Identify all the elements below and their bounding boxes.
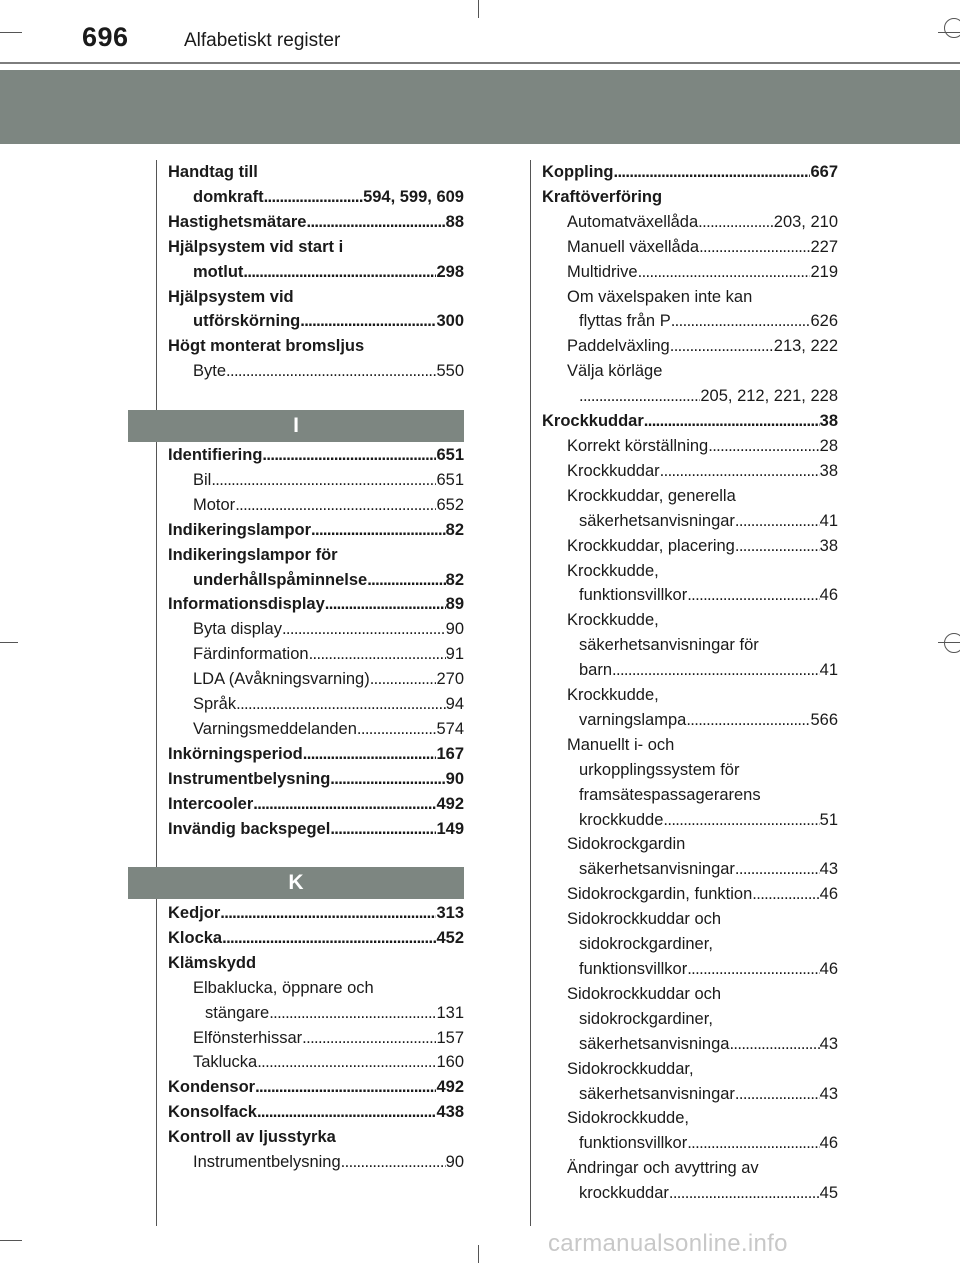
dot-leader: [699, 235, 810, 260]
index-term: Korrekt körställning: [567, 436, 709, 455]
index-term: funktionsvillkor: [579, 586, 688, 605]
page-reference: 43: [819, 1034, 838, 1053]
index-term: Invändig backspegel: [168, 819, 331, 838]
index-term: Koppling: [542, 163, 614, 181]
index-term: Elfönsterhissar: [193, 1028, 303, 1047]
crop-mark: [478, 1245, 479, 1263]
index-term: motlut: [193, 262, 244, 281]
index-term: Manuell växellåda: [567, 237, 700, 256]
index-term: urkopplingssystem för: [579, 760, 740, 779]
index-term: Multidrive: [567, 262, 638, 281]
index-entry: [168, 617, 464, 642]
index-entry: [168, 692, 464, 717]
index-term: Klämskydd: [168, 953, 257, 972]
index-entry: [168, 792, 464, 817]
index-term: Sidokrockgardin, funktion: [567, 885, 753, 904]
index-term: Kedjor: [168, 904, 221, 922]
index-entry: [542, 285, 838, 310]
index-entry: [168, 260, 464, 285]
dot-leader: [735, 1082, 820, 1107]
dot-leader: [341, 1150, 446, 1175]
dot-leader: [325, 592, 446, 617]
index-entry: [542, 484, 838, 509]
index-term: underhållspåminnelse: [193, 570, 368, 589]
index-entry: [168, 817, 464, 842]
index-entry: [542, 832, 838, 857]
header-band: [0, 70, 960, 144]
dot-leader: [269, 1001, 436, 1026]
index-entry: [542, 857, 838, 882]
index-term: Krockkuddar, generella: [567, 486, 736, 505]
dot-leader: [663, 808, 819, 833]
dot-leader: [579, 384, 700, 409]
index-entry: [168, 1100, 464, 1125]
dot-leader: [220, 901, 436, 926]
dot-leader: [638, 260, 811, 285]
dot-leader: [236, 692, 446, 717]
dot-leader: [357, 717, 437, 742]
index-term: Kraftöverföring: [542, 187, 663, 206]
index-term: Krockkuddar: [542, 412, 644, 431]
index-term: Hjälpsystem vid start i: [168, 237, 344, 256]
index-term: varningslampa: [579, 710, 687, 729]
dot-leader: [687, 583, 819, 608]
index-entry: [168, 901, 464, 926]
page-reference: 438: [436, 1103, 464, 1122]
page-reference: 89: [445, 595, 464, 614]
index-entry: [168, 592, 464, 617]
page-reference: 270: [436, 670, 464, 689]
page-reference: 550: [436, 362, 464, 381]
index-term: Inkörningsperiod: [168, 744, 303, 763]
page-reference: 300: [436, 312, 464, 331]
index-entry: [168, 976, 464, 1001]
index-column-left-k: [168, 901, 464, 1175]
index-entry: [542, 260, 838, 285]
page-reference: 167: [436, 744, 464, 763]
index-entry: [542, 160, 838, 185]
index-entry: [542, 1057, 838, 1082]
index-entry: [168, 717, 464, 742]
index-term: LDA (Avåkningsvarning): [193, 670, 370, 689]
page-reference: 41: [819, 661, 838, 680]
page-reference: 566: [810, 710, 838, 729]
page-reference: 574: [436, 719, 464, 738]
dot-leader: [729, 1032, 819, 1057]
index-term: funktionsvillkor: [579, 960, 688, 978]
crop-mark: [0, 642, 18, 643]
index-term: Sidokrockkuddar och: [567, 984, 722, 1003]
dot-leader: [330, 817, 436, 842]
dot-leader: [686, 708, 810, 733]
page-reference: 90: [445, 769, 464, 788]
index-entry: [168, 767, 464, 792]
dot-leader: [257, 1100, 437, 1125]
index-entry: [168, 543, 464, 568]
page-reference: 131: [436, 1003, 464, 1022]
dot-leader: [367, 568, 445, 593]
index-term: Indikeringslampor: [168, 520, 312, 539]
page-reference: 82: [445, 570, 464, 589]
column-divider-left: [156, 160, 157, 1226]
index-term: funktionsvillkor: [579, 1134, 688, 1153]
page-reference: 38: [819, 536, 838, 555]
page-reference: 38: [819, 412, 838, 431]
page-reference: 46: [819, 586, 838, 605]
dot-leader: [303, 742, 437, 767]
index-entry: [542, 1156, 838, 1181]
index-term: Välja körläge: [567, 362, 663, 381]
column-divider-middle: [530, 160, 531, 1226]
crop-mark: [0, 32, 22, 33]
index-term: flyttas från P: [579, 312, 671, 331]
index-entry: [168, 309, 464, 334]
crop-mark: [0, 1240, 22, 1241]
crop-mark: [938, 642, 960, 643]
page-reference: 28: [819, 436, 838, 455]
header-rule: [0, 62, 960, 64]
index-entry: [542, 1181, 838, 1206]
page-reference: 157: [436, 1028, 464, 1047]
dot-leader: [644, 409, 820, 434]
index-entry: [542, 932, 838, 957]
index-entry: [168, 1075, 464, 1100]
dot-leader: [708, 434, 819, 459]
index-entry: [542, 409, 838, 434]
page-reference: 46: [819, 960, 838, 978]
index-entry: [168, 235, 464, 260]
index-entry: [168, 518, 464, 543]
index-term: säkerhetsanvisningar: [579, 511, 735, 530]
index-term: säkerhetsanvisningar: [579, 860, 735, 879]
dot-leader: [687, 957, 819, 982]
dot-leader: [262, 443, 436, 468]
index-term: Identifiering: [168, 446, 263, 464]
index-entry: [168, 568, 464, 593]
index-term: utförskörning: [193, 312, 301, 331]
page-reference: 90: [445, 620, 464, 639]
dot-leader: [253, 792, 436, 817]
index-term: krockkuddar: [579, 1184, 669, 1203]
index-entry: [542, 509, 838, 534]
index-entry: [542, 957, 838, 982]
page-reference: 94: [445, 695, 464, 714]
index-column-left-i: [168, 443, 464, 842]
dot-leader: [698, 210, 774, 235]
index-term: Taklucka: [193, 1053, 258, 1072]
index-entry: [168, 185, 464, 210]
index-term: stängare: [205, 1003, 270, 1022]
dot-leader: [613, 160, 810, 185]
index-term: Byte: [193, 362, 227, 381]
index-term: Kontroll av ljusstyrka: [168, 1128, 336, 1147]
index-term: Språk: [193, 695, 237, 714]
index-term: Kondensor: [168, 1078, 256, 1097]
page-reference: 452: [436, 928, 464, 947]
dot-leader: [735, 857, 820, 882]
index-entry: [542, 733, 838, 758]
index-entry: [542, 708, 838, 733]
page-reference: 43: [819, 1084, 838, 1103]
dot-leader: [311, 518, 446, 543]
page-number: 696: [82, 22, 129, 52]
index-term: Krockkuddar, placering: [567, 536, 735, 555]
index-term: säkerhetsanvisningar för: [579, 636, 759, 655]
index-entry: [542, 758, 838, 783]
index-entry: [542, 882, 838, 907]
dot-leader: [302, 1026, 436, 1051]
index-column-right: [542, 160, 838, 1206]
index-entry: [542, 185, 838, 210]
index-term: Varningsmeddelanden: [193, 719, 357, 738]
dot-leader: [226, 359, 436, 384]
page-reference: 652: [436, 495, 464, 514]
index-term: säkerhetsanvisningar: [579, 1084, 735, 1103]
page-reference: 51: [819, 810, 838, 829]
index-entry: [542, 658, 838, 683]
index-entry: [168, 493, 464, 518]
index-term: Instrumentbelysning: [193, 1153, 341, 1172]
index-entry: [542, 384, 838, 409]
index-entry: [168, 951, 464, 976]
index-term: Bil: [193, 470, 212, 489]
page-reference: 90: [445, 1153, 464, 1172]
index-entry: [542, 334, 838, 359]
page-reference: 88: [445, 212, 464, 231]
index-term: Intercooler: [168, 794, 254, 813]
index-term: Sidokrockkudde,: [567, 1109, 689, 1128]
page-reference: 46: [819, 1134, 838, 1153]
index-entry: [168, 443, 464, 468]
dot-leader: [243, 260, 436, 285]
dot-leader: [687, 1131, 819, 1156]
page-reference: 45: [819, 1184, 838, 1203]
crop-mark: [478, 0, 479, 18]
page-reference: 219: [810, 262, 838, 281]
index-entry: [542, 907, 838, 932]
dot-leader: [330, 767, 445, 792]
index-term: sidokrockgardiner,: [579, 1009, 713, 1028]
page-reference: 626: [810, 312, 838, 331]
index-term: Handtag till: [168, 163, 258, 181]
page-reference: 38: [819, 461, 838, 480]
dot-leader: [752, 882, 819, 907]
registration-mark-icon: [944, 18, 960, 38]
index-entry: [168, 1001, 464, 1026]
dot-leader: [735, 534, 820, 559]
index-term: Ändringar och avyttring av: [567, 1159, 759, 1178]
dot-leader: [300, 309, 436, 334]
dot-leader: [660, 459, 820, 484]
index-term: Elbaklucka, öppnare och: [193, 978, 374, 997]
page-reference: 82: [445, 520, 464, 539]
index-entry: [168, 642, 464, 667]
index-entry: [542, 235, 838, 260]
index-term: Konsolfack: [168, 1103, 257, 1122]
dot-leader: [370, 667, 437, 692]
index-entry: [542, 434, 838, 459]
page-reference: 160: [436, 1053, 464, 1072]
index-term: domkraft: [193, 187, 264, 206]
index-entry: [168, 468, 464, 493]
watermark: carmanualsonline.info: [548, 1230, 788, 1257]
index-entry: [542, 210, 838, 235]
index-term: Sidokrockkuddar och: [567, 910, 722, 929]
section-letter-k: K: [128, 867, 464, 899]
page-reference: 203, 210: [773, 212, 838, 231]
index-entry: [168, 1026, 464, 1051]
index-entry: [542, 1032, 838, 1057]
index-entry: [542, 559, 838, 584]
index-term: Klocka: [168, 928, 223, 947]
page-reference: 41: [819, 511, 838, 530]
index-term: säkerhetsanvisninga: [579, 1034, 730, 1053]
page-reference: 492: [436, 1078, 464, 1097]
index-entry: [542, 459, 838, 484]
index-entry: [168, 1125, 464, 1150]
dot-leader: [211, 468, 436, 493]
index-term: Om växelspaken inte kan: [567, 287, 753, 306]
page-reference: 651: [436, 446, 464, 464]
index-term: Automatväxellåda: [567, 212, 699, 231]
index-term: Motor: [193, 495, 236, 514]
dot-leader: [282, 617, 446, 642]
index-term: Färdinformation: [193, 645, 309, 664]
page-reference: 43: [819, 860, 838, 879]
index-term: Krockkuddar: [567, 461, 660, 480]
page-reference: 594, 599, 609: [363, 187, 464, 206]
index-term: Instrumentbelysning: [168, 769, 331, 788]
index-entry: [168, 160, 464, 185]
page-reference: 213, 222: [773, 337, 838, 356]
dot-leader: [306, 210, 445, 235]
index-term: Byta display: [193, 620, 282, 639]
index-term: Krockkudde,: [567, 686, 659, 705]
index-term: Manuellt i- och: [567, 735, 675, 754]
dot-leader: [735, 509, 820, 534]
index-entry: [168, 742, 464, 767]
dot-leader: [264, 185, 363, 210]
page-reference: 492: [436, 794, 464, 813]
page-title: Alfabetiskt register: [184, 30, 341, 51]
index-entry: [168, 1050, 464, 1075]
page-reference: 91: [445, 645, 464, 664]
index-term: sidokrockgardiner,: [579, 935, 713, 954]
page-reference: 46: [819, 885, 838, 904]
index-entry: [542, 783, 838, 808]
index-term: Sidokrockkuddar,: [567, 1059, 694, 1078]
index-entry: [168, 1150, 464, 1175]
dot-leader: [671, 309, 811, 334]
index-term: Krockkudde,: [567, 561, 659, 580]
index-term: Informationsdisplay: [168, 595, 325, 614]
page-reference: 205, 212, 221, 228: [700, 387, 838, 406]
index-entry: [542, 683, 838, 708]
index-entry: [542, 583, 838, 608]
page-reference: 149: [436, 819, 464, 838]
index-entry: [542, 1106, 838, 1131]
page-reference: 227: [810, 237, 838, 256]
index-column-left-top: [168, 160, 464, 384]
index-entry: [542, 608, 838, 633]
page-reference: 651: [436, 470, 464, 489]
index-entry: [542, 309, 838, 334]
dot-leader: [255, 1075, 436, 1100]
dot-leader: [612, 658, 820, 683]
index-entry: [168, 210, 464, 235]
dot-leader: [669, 1181, 820, 1206]
dot-leader: [309, 642, 446, 667]
dot-leader: [257, 1050, 436, 1075]
dot-leader: [235, 493, 436, 518]
index-entry: [542, 808, 838, 833]
index-term: barn: [579, 661, 613, 680]
index-entry: [542, 359, 838, 384]
page-reference: 313: [436, 904, 464, 922]
index-entry: [542, 1007, 838, 1032]
index-entry: [168, 667, 464, 692]
index-term: Högt monterat bromsljus: [168, 337, 365, 356]
index-term: framsätespassagerarens: [579, 785, 761, 804]
dot-leader: [222, 926, 436, 951]
index-entry: [168, 285, 464, 310]
page-reference: 298: [436, 262, 464, 281]
index-term: Paddelväxling: [567, 337, 670, 356]
index-entry: [168, 359, 464, 384]
page-reference: 667: [810, 163, 838, 181]
index-entry: [542, 633, 838, 658]
index-entry: [542, 1082, 838, 1107]
index-term: Indikeringslampor för: [168, 545, 338, 564]
registration-mark-icon: [944, 633, 960, 653]
index-entry: [542, 534, 838, 559]
index-entry: [542, 982, 838, 1007]
index-term: Hjälpsystem vid: [168, 287, 294, 306]
index-term: Sidokrockgardin: [567, 835, 686, 854]
index-entry: [168, 334, 464, 359]
index-entry: [542, 1131, 838, 1156]
section-letter-i: I: [128, 410, 464, 442]
dot-leader: [670, 334, 774, 359]
index-term: Krockkudde,: [567, 611, 659, 630]
index-term: krockkudde: [579, 810, 664, 829]
index-term: Hastighetsmätare: [168, 212, 307, 231]
index-entry: [168, 926, 464, 951]
